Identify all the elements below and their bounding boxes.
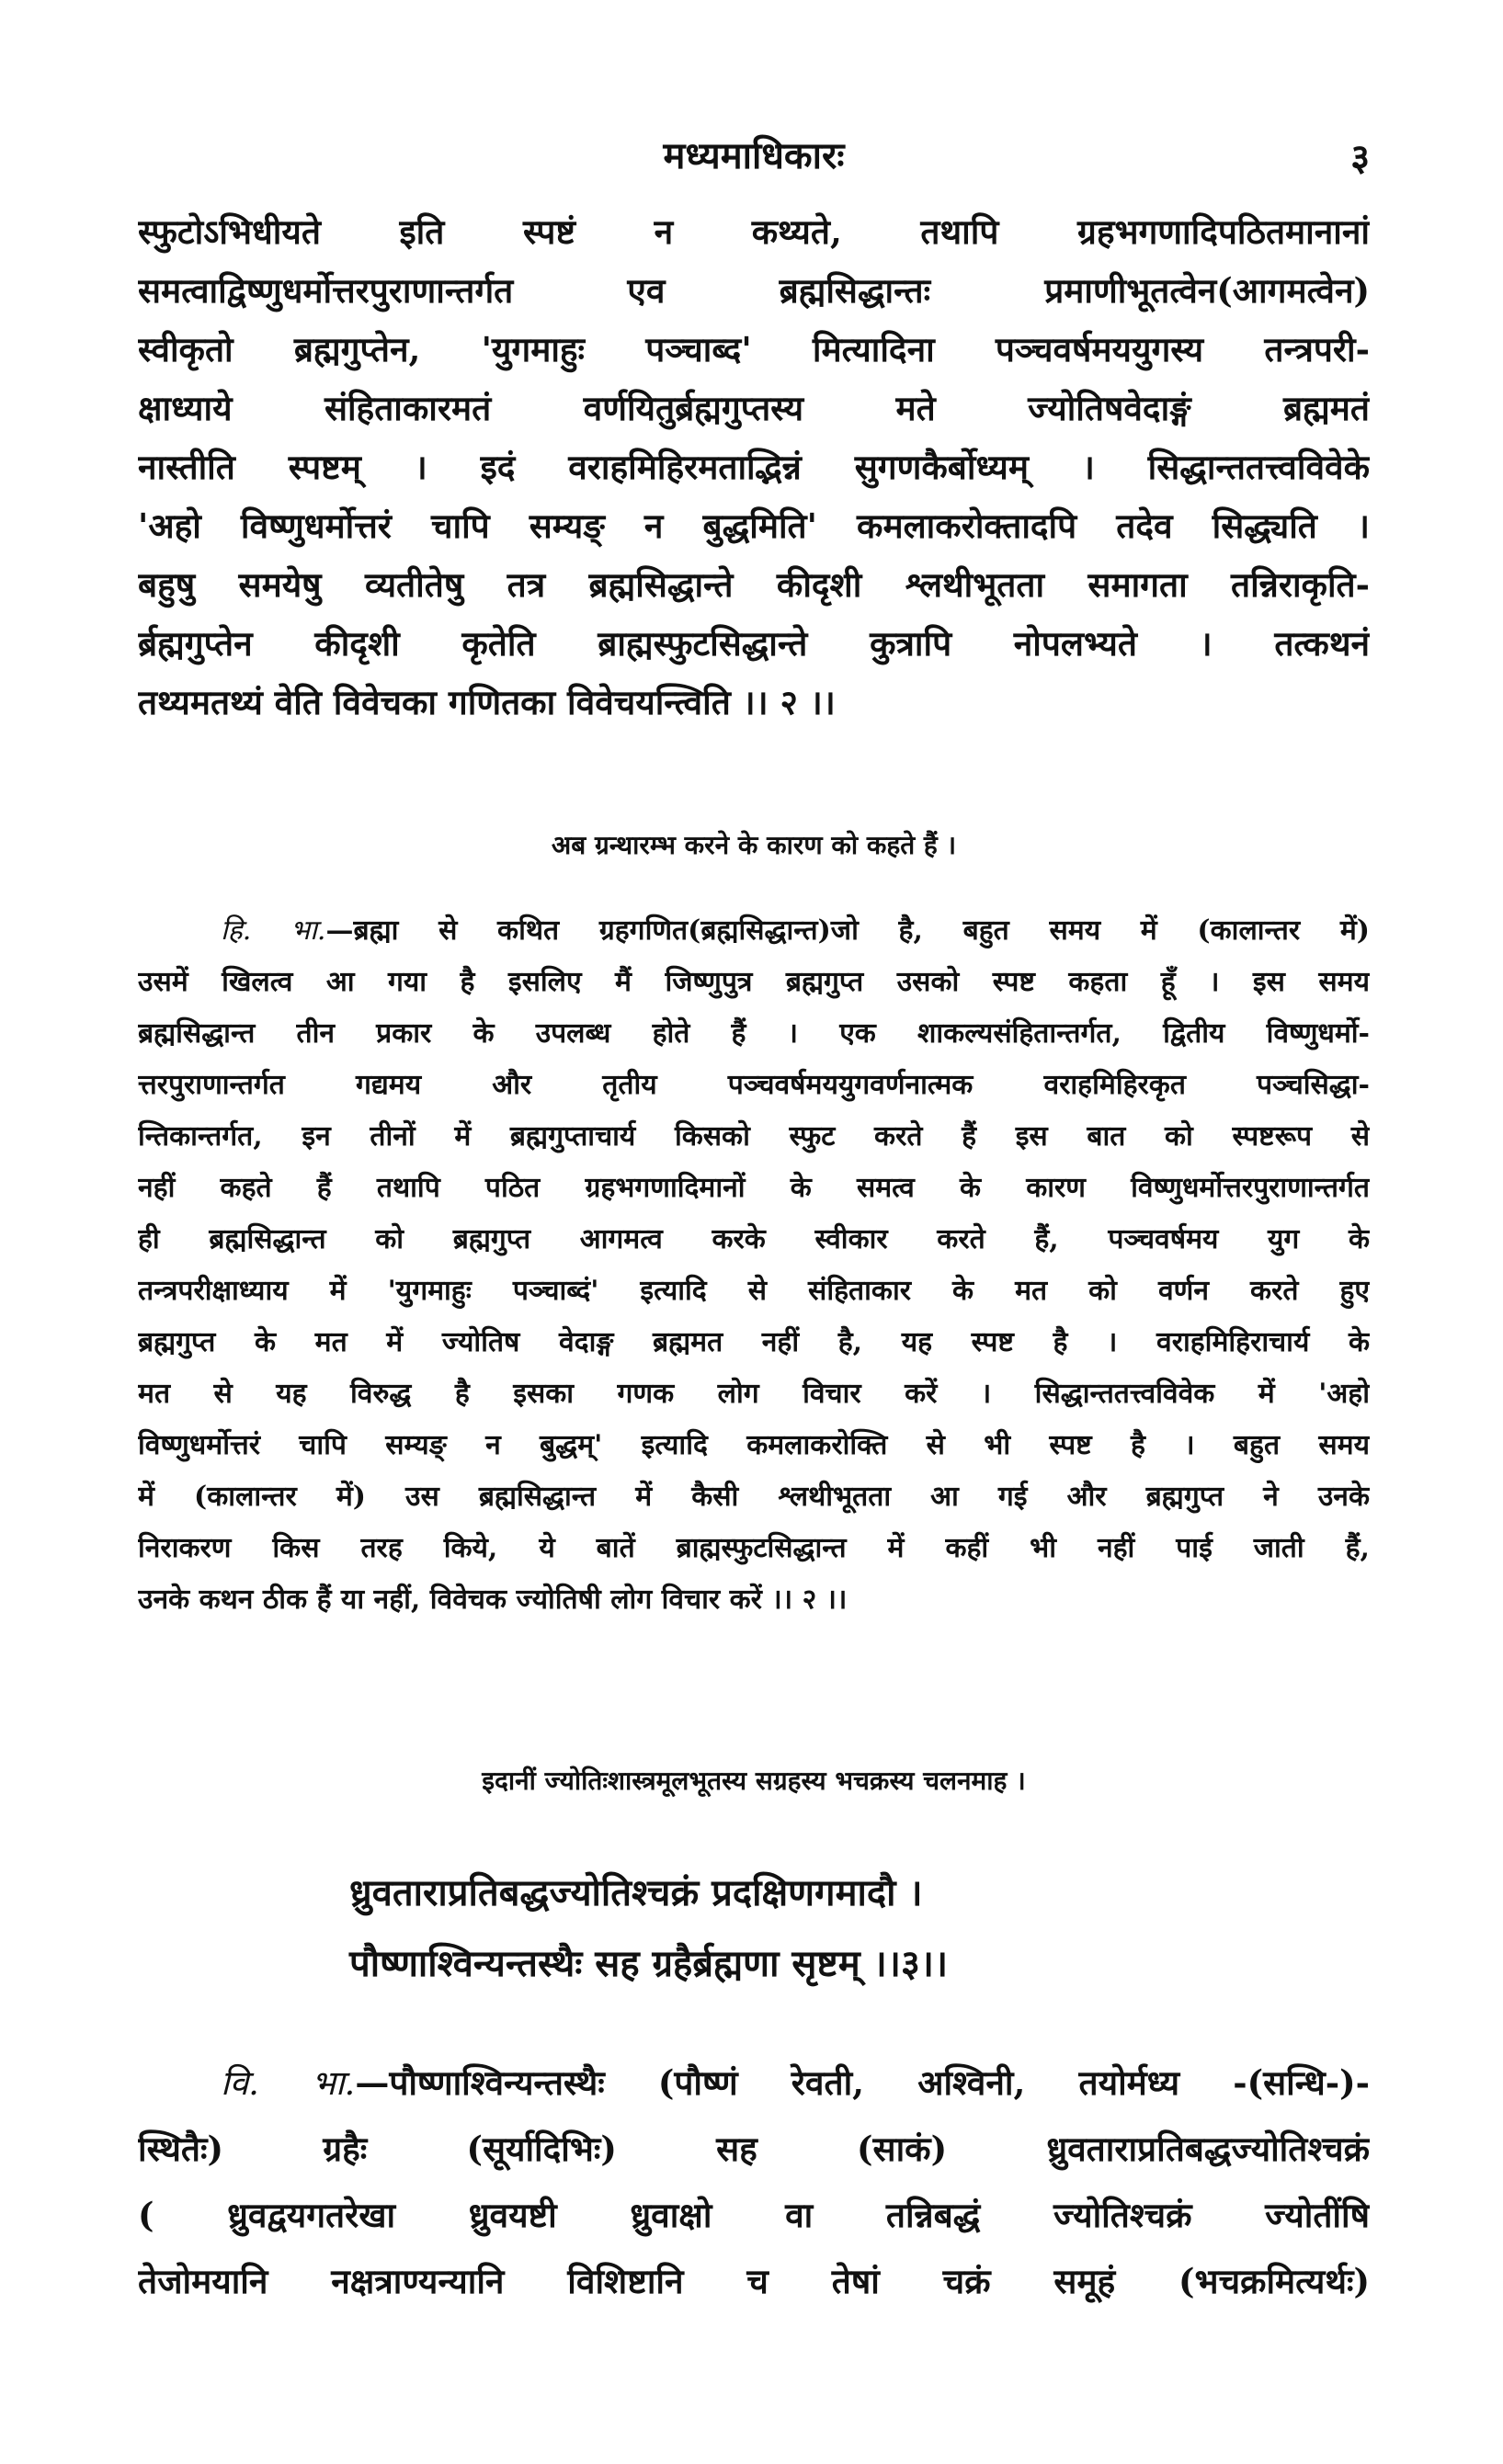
text-line: ( ध्रुवद्वयगतरेखा ध्रुवयष्टी ध्रुवाक्षो वा तन्निबद्धं ज्योतिश्चक्रं ज्योतींषि [138,2195,1370,2235]
commentary-prefix: वि. भा. [221,2063,356,2103]
text-line: निराकरण किस तरह किये, ये बातें ब्राह्मस्फुटसिद्धान्त में कहीं भी नहीं पाई जाती हैं, [138,1532,1370,1564]
verse-line-2: पौष्णाश्विन्यन्तस्थैः सह ग्रहैर्ब्रह्मणा सृष्टम् ।।३।। [349,1942,949,1985]
text-line: तन्त्रपरीक्षाध्याय में 'युगमाहुः पञ्चाब्दं' इत्यादि से संहिताकार के मत को वर्णन करते हुए [138,1275,1370,1307]
text-line [138,905,1370,957]
text-line: न्तिकान्तर्गत, इन तीनों में ब्रह्मगुप्ताचार्य किसको स्फुट करते हैं इस बात को स्पष्टरूप से [138,1120,1370,1153]
text-line: विष्णुधर्मोत्तरं चापि सम्यङ् न बुद्धम्' इत्यादि कमलाकरोक्ति से भी स्पष्ट है । बहुत समय [138,1429,1370,1461]
text-line: नास्तीति स्पष्टम् । इदं वराहमिहिरमताद्भिन्नं सुगणकैर्बोध्यम् । सिद्धान्ततत्त्वविवेके [138,447,1370,487]
page-header [138,129,1370,184]
text-segment: —पौष्णाश्विन्यन्तस्थैः (पौष्णं रेवती, अश्विनी, तयोर्मध्य -(सन्धि-)- [355,2062,1370,2103]
text-line: ही ब्रह्मसिद्धान्त को ब्रह्मगुप्त आगमत्व करके स्वीकार करते हैं, पञ्चवर्षमय युग के [138,1223,1370,1255]
text-line: ब्रह्मसिद्धान्त तीन प्रकार के उपलब्ध होते हैं । एक शाकल्यसंहितान्तर्गत, द्वितीय विष्णुधर्मो- [138,1017,1370,1050]
text-line: मत से यह विरुद्ध है इसका गणक लोग विचार करें । सिद्धान्ततत्त्वविवेक में 'अहो [138,1378,1370,1410]
text-line: स्थितैः) ग्रहैः (सूर्यादिभिः) सह (साकं) ध्रुवताराप्रतिबद्धज्योतिश्चक्रं [138,2129,1370,2169]
hindi-commentary [138,905,1370,1626]
text-line: स्वीकृतो ब्रह्मगुप्तेन, 'युगमाहुः पञ्चाब्द' मित्यादिना पञ्चवर्षमययुगस्य तन्त्रपरी- [138,329,1370,369]
text-line: क्षाध्याये संहिताकारमतं वर्णयितुर्ब्रह्मगुप्तस्य मते ज्योतिषवेदाङ्गं ब्रह्ममतं [138,388,1370,428]
text-line: ब्रह्मगुप्त के मत में ज्योतिष वेदाङ्ग ब्रह्ममत नहीं है, यह स्पष्ट है । वराहमिहिराचार्य के [138,1326,1370,1358]
page-number: ३ [1350,136,1370,179]
text-line: उनके कथन ठीक हैं या नहीं, विवेचक ज्योतिषी लोग विचार करें ।। २ ।। [138,1584,848,1616]
text-line [138,2050,1370,2116]
text-line: उसमें खिलत्व आ गया है इसलिए मैं जिष्णुपुत्र ब्रह्मगुप्त उसको स्पष्ट कहता हूँ । इस समय [138,966,1370,998]
text-line: बहुषु समयेषु व्यतीतेषु तत्र ब्रह्मसिद्धान्ते कीदृशी श्लथीभूतता समागता तन्निराकृति- [138,564,1370,605]
text-line: में (कालान्तर में) उस ब्रह्मसिद्धान्त में कैसी श्लथीभूतता आ गई और ब्रह्मगुप्त ने उनके [138,1481,1370,1513]
text-line: तथ्यमतथ्यं वेति विवेचका गणितका विवेचयन्त्विति ।। २ ।। [138,682,836,722]
text-line: समत्वाद्विष्णुधर्मोत्तरपुराणान्तर्गत एव ब्रह्मसिद्धान्तः प्रमाणीभूतत्वेन(आगमत्वेन) [138,270,1370,311]
text-line: स्फुटोऽभिधीयते इति स्पष्टं न कथ्यते, तथापि ग्रहभगणादिपठितमानानां [138,211,1370,252]
section-heading: अब ग्रन्थारम्भ करने के कारण को कहते हैं । [551,830,957,860]
text-line: तेजोमयानि नक्षत्राण्यन्यानि विशिष्टानि च तेषां चक्रं समूहं (भचक्रमित्यर्थः) [138,2261,1370,2301]
vi-commentary [138,2050,1370,2314]
running-title: मध्यमाधिकारः [663,134,845,177]
text-line: र्ब्रह्मगुप्तेन कीदृशी कृतेति ब्राह्मस्फुटसिद्धान्ते कुत्रापि नोपलभ्यते । तत्कथनं [138,623,1370,664]
text-line: त्तरपुराणान्तर्गत गद्यमय और तृतीय पञ्चवर्षमययुगवर्णनात्मक वराहमिहिरकृत पञ्चसिद्धा- [138,1069,1370,1101]
section-heading: इदानीं ज्योतिःशास्त्रमूलभूतस्य सग्रहस्य भचक्रस्य चलनमाह । [482,1766,1026,1796]
verse-line-1: ध्रुवताराप्रतिबद्धज्योतिश्चक्रं प्रदक्षिणगमादौ । [349,1871,923,1914]
text-line: 'अहो विष्णुधर्मोत्तरं चापि सम्यङ् न बुद्धमिति' कमलाकरोक्तादपि तदेव सिद्ध्यति । [138,505,1370,546]
commentary-prefix: हि. भा. [221,914,326,947]
text-segment: —ब्रह्मा से कथित ग्रहगणित(ब्रह्मसिद्धान्त)जो है, बहुत समय में (कालान्तर में) [325,914,1370,947]
sanskrit-commentary [138,202,1370,732]
text-line: नहीं कहते हैं तथापि पठित ग्रहभगणादिमानों के समत्व के कारण विष्णुधर्मोत्तरपुराणान्तर्गत [138,1172,1370,1204]
